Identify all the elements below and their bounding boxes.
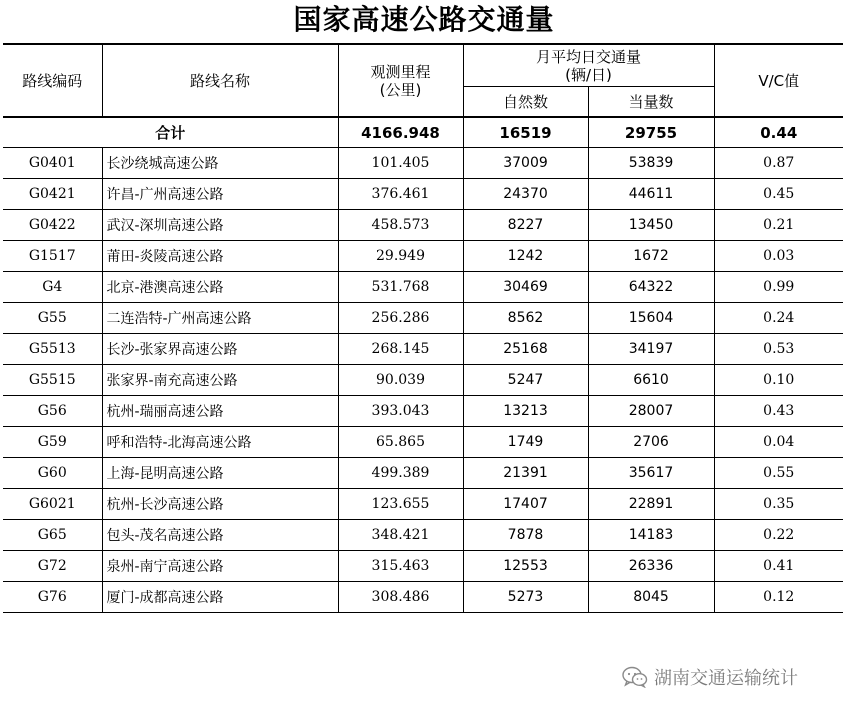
route-code-cell: G0421 [3, 179, 102, 210]
route-code-cell: G65 [3, 520, 102, 551]
natural-count-cell: 8227 [463, 210, 588, 241]
route-code-cell: G5513 [3, 334, 102, 365]
mileage-cell: 65.865 [338, 427, 463, 458]
header-traffic-line2: (辆/日) [565, 65, 612, 84]
route-name-cell: 长沙绕城高速公路 [102, 148, 338, 179]
mileage-cell: 101.405 [338, 148, 463, 179]
vc-ratio-cell: 0.03 [714, 241, 843, 272]
natural-count-cell: 1749 [463, 427, 588, 458]
vc-ratio-cell: 0.04 [714, 427, 843, 458]
equivalent-count-cell: 14183 [588, 520, 714, 551]
route-name-cell: 长沙-张家界高速公路 [102, 334, 338, 365]
natural-count-cell: 21391 [463, 458, 588, 489]
natural-count-cell: 5247 [463, 365, 588, 396]
natural-count-cell: 13213 [463, 396, 588, 427]
mileage-cell: 315.463 [338, 551, 463, 582]
table-row [3, 148, 843, 179]
header-route-name: 路线名称 [102, 44, 338, 117]
equivalent-count-cell: 6610 [588, 365, 714, 396]
equivalent-count-cell: 53839 [588, 148, 714, 179]
equivalent-count-cell: 64322 [588, 272, 714, 303]
route-name-cell: 杭州-瑞丽高速公路 [102, 396, 338, 427]
table-row [3, 179, 843, 210]
route-name-cell: 泉州-南宁高速公路 [102, 551, 338, 582]
header-vc-ratio: V/C值 [714, 44, 843, 117]
vc-ratio-cell: 0.35 [714, 489, 843, 520]
wechat-icon [622, 666, 648, 688]
equivalent-count-cell: 35617 [588, 458, 714, 489]
header-route-code: 路线编码 [3, 44, 102, 117]
route-name-cell: 呼和浩特-北海高速公路 [102, 427, 338, 458]
route-code-cell: G72 [3, 551, 102, 582]
route-code-cell: G5515 [3, 365, 102, 396]
vc-ratio-cell: 0.12 [714, 582, 843, 613]
vc-ratio-cell: 0.41 [714, 551, 843, 582]
natural-count-cell: 17407 [463, 489, 588, 520]
equivalent-count-cell: 13450 [588, 210, 714, 241]
route-name-cell: 上海-昆明高速公路 [102, 458, 338, 489]
equivalent-count-cell: 28007 [588, 396, 714, 427]
mileage-cell: 90.039 [338, 365, 463, 396]
mileage-cell: 256.286 [338, 303, 463, 334]
vc-ratio-cell: 0.53 [714, 334, 843, 365]
header-equivalent-count: 当量数 [588, 87, 714, 118]
equivalent-count-cell: 44611 [588, 179, 714, 210]
table-row [3, 582, 843, 613]
route-code-cell: G55 [3, 303, 102, 334]
route-name-cell: 厦门-成都高速公路 [102, 582, 338, 613]
vc-ratio-cell: 0.45 [714, 179, 843, 210]
total-label: 合计 [3, 117, 338, 148]
mileage-cell: 268.145 [338, 334, 463, 365]
watermark [622, 662, 798, 692]
route-code-cell: G6021 [3, 489, 102, 520]
natural-count-cell: 25168 [463, 334, 588, 365]
total-equivalent: 29755 [588, 117, 714, 148]
mileage-cell: 29.949 [338, 241, 463, 272]
route-code-cell: G76 [3, 582, 102, 613]
route-code-cell: G56 [3, 396, 102, 427]
equivalent-count-cell: 26336 [588, 551, 714, 582]
mileage-cell: 531.768 [338, 272, 463, 303]
natural-count-cell: 24370 [463, 179, 588, 210]
total-vc: 0.44 [714, 117, 843, 148]
table-row [3, 520, 843, 551]
vc-ratio-cell: 0.10 [714, 365, 843, 396]
table-row [3, 334, 843, 365]
natural-count-cell: 5273 [463, 582, 588, 613]
traffic-table [3, 43, 843, 613]
equivalent-count-cell: 15604 [588, 303, 714, 334]
watermark-text: 湖南交通运输统计 [654, 668, 798, 689]
mileage-cell: 376.461 [338, 179, 463, 210]
route-name-cell: 莆田-炎陵高速公路 [102, 241, 338, 272]
header-natural-count: 自然数 [463, 87, 588, 118]
total-natural: 16519 [463, 117, 588, 148]
vc-ratio-cell: 0.24 [714, 303, 843, 334]
total-mileage: 4166.948 [338, 117, 463, 148]
table-row [3, 458, 843, 489]
header-mileage-line1: 观测里程 [370, 62, 431, 81]
vc-ratio-cell: 0.21 [714, 210, 843, 241]
total-row [3, 117, 843, 148]
mileage-cell: 308.486 [338, 582, 463, 613]
route-name-cell: 北京-港澳高速公路 [102, 272, 338, 303]
header-mileage-line2: (公里) [379, 80, 422, 99]
table-row [3, 241, 843, 272]
natural-count-cell: 37009 [463, 148, 588, 179]
route-name-cell: 许昌-广州高速公路 [102, 179, 338, 210]
table-row [3, 365, 843, 396]
table-row [3, 303, 843, 334]
mileage-cell: 393.043 [338, 396, 463, 427]
route-name-cell: 杭州-长沙高速公路 [102, 489, 338, 520]
table-row [3, 210, 843, 241]
vc-ratio-cell: 0.87 [714, 148, 843, 179]
route-name-cell: 包头-茂名高速公路 [102, 520, 338, 551]
table-row [3, 427, 843, 458]
table-row [3, 396, 843, 427]
mileage-cell: 348.421 [338, 520, 463, 551]
route-code-cell: G4 [3, 272, 102, 303]
equivalent-count-cell: 2706 [588, 427, 714, 458]
route-code-cell: G60 [3, 458, 102, 489]
vc-ratio-cell: 0.99 [714, 272, 843, 303]
route-code-cell: G1517 [3, 241, 102, 272]
equivalent-count-cell: 1672 [588, 241, 714, 272]
mileage-cell: 499.389 [338, 458, 463, 489]
mileage-cell: 123.655 [338, 489, 463, 520]
page-title: 国家高速公路交通量 [293, 3, 555, 36]
route-name-cell: 二连浩特-广州高速公路 [102, 303, 338, 334]
route-code-cell: G59 [3, 427, 102, 458]
route-code-cell: G0422 [3, 210, 102, 241]
header-monthly-avg-traffic [463, 44, 714, 87]
table-row [3, 272, 843, 303]
vc-ratio-cell: 0.22 [714, 520, 843, 551]
natural-count-cell: 7878 [463, 520, 588, 551]
route-name-cell: 武汉-深圳高速公路 [102, 210, 338, 241]
header-mileage [338, 44, 463, 117]
table-row [3, 551, 843, 582]
route-code-cell: G0401 [3, 148, 102, 179]
natural-count-cell: 8562 [463, 303, 588, 334]
natural-count-cell: 30469 [463, 272, 588, 303]
natural-count-cell: 12553 [463, 551, 588, 582]
equivalent-count-cell: 34197 [588, 334, 714, 365]
table-row [3, 489, 843, 520]
equivalent-count-cell: 8045 [588, 582, 714, 613]
vc-ratio-cell: 0.43 [714, 396, 843, 427]
equivalent-count-cell: 22891 [588, 489, 714, 520]
route-name-cell: 张家界-南充高速公路 [102, 365, 338, 396]
natural-count-cell: 1242 [463, 241, 588, 272]
header-traffic-line1: 月平均日交通量 [536, 47, 642, 66]
mileage-cell: 458.573 [338, 210, 463, 241]
vc-ratio-cell: 0.55 [714, 458, 843, 489]
